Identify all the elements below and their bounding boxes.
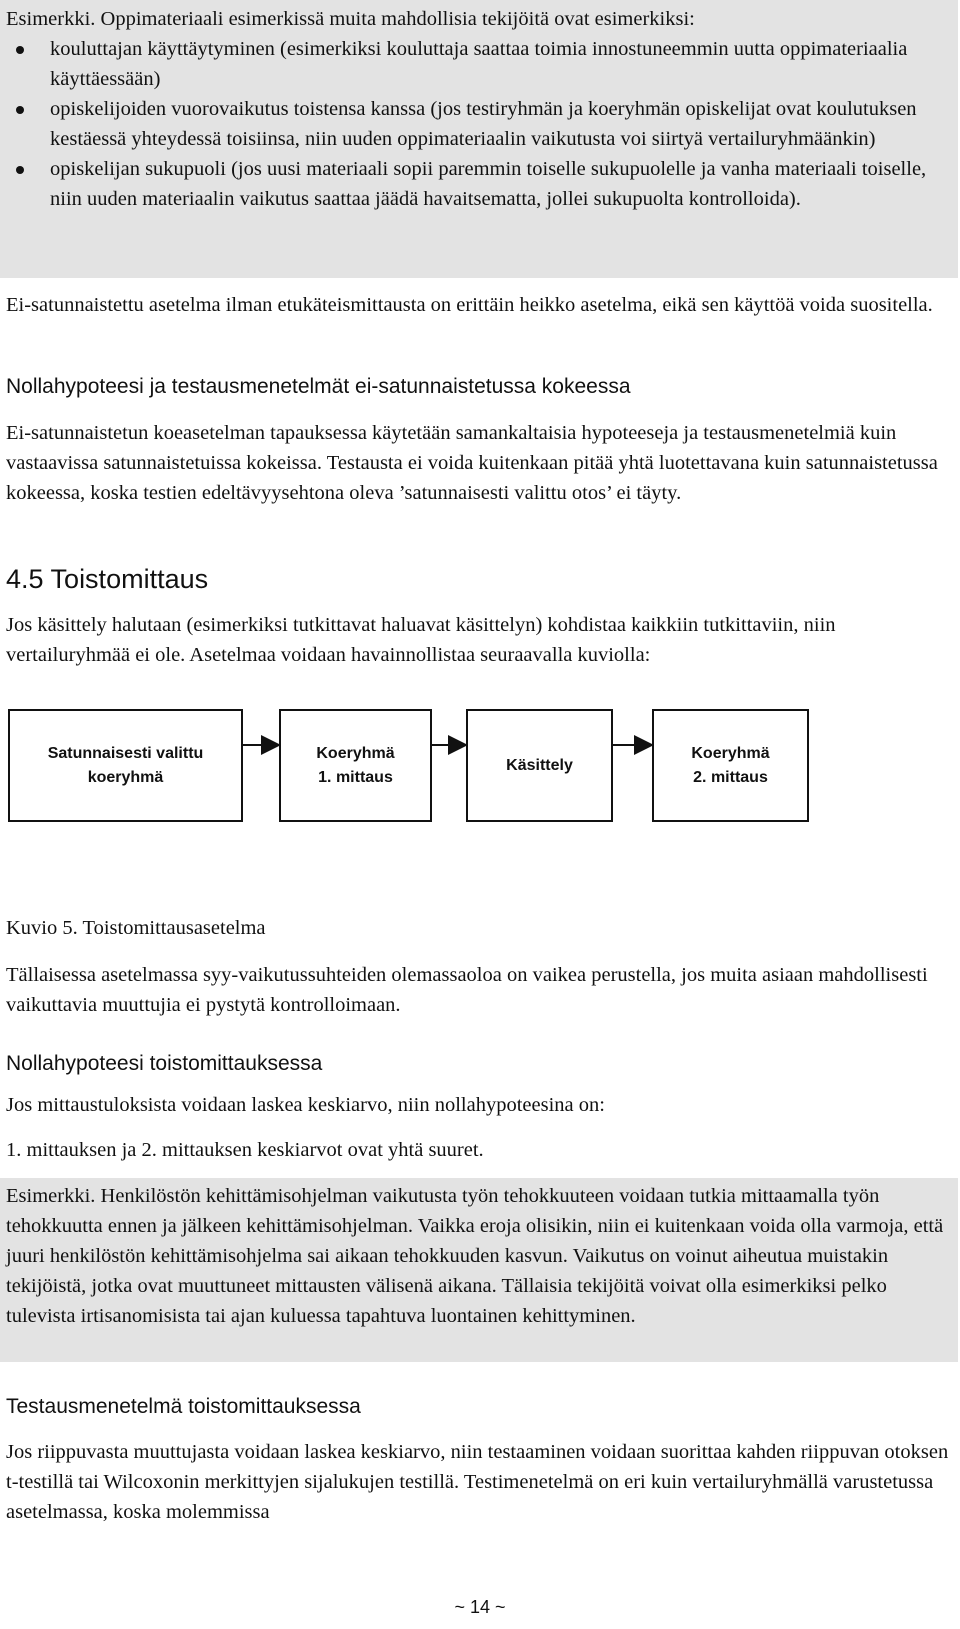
heading-null-repeated: Nollahypoteesi toistomittauksessa — [6, 1052, 323, 1075]
diagram-box-first-measurement: Koeryhmä 1. mittaus — [279, 709, 432, 822]
design-diagram — [0, 705, 960, 830]
chapter-heading: 4.5 Toistomittaus — [6, 564, 209, 594]
bullet-icon — [16, 166, 24, 174]
factor-list — [6, 34, 952, 214]
diagram-box-second-measurement: Koeryhmä 2. mittaus — [652, 709, 809, 822]
list-item: opiskelijoiden vuorovaikutus toistensa kanssa (jos testiryhmän ja koeryhmän opiskelijat ovat koulutuksen kestäessä yhteydessä toisiinsa, niin uuden oppimateriaalin vaikutusta voi siirtyä vertailuryhmäänkin) — [6, 94, 952, 154]
paragraph-weak-design: Ei-satunnaistettu asetelma ilman etukäteismittausta on erittäin heikko asetelma, eikä sen käyttöä voida suositella. — [6, 294, 933, 316]
paragraph-if-mean: Jos mittaustuloksista voidaan laskea keskiarvo, niin nollahypoteesina on: — [6, 1094, 605, 1116]
paragraph-nonrandomized: Ei-satunnaistetun koeasetelman tapauksessa käytetään samankaltaisia hypoteeseja ja testausmenetelmiä kuin vastaavissa satunnaistetuissa kokeissa. Testausta ei voida kuitenkaan pitää yhtä luotettavana kuin satunnaistetussa kokeessa, koska testien edeltävyysehtona oleva ’satunnaisesti valittu otos’ ei täyty. — [6, 422, 938, 504]
list-item: opiskelijan sukupuoli (jos uusi materiaali sopii paremmin toiselle sukupuolelle ja vanha materiaali toiselle, niin uuden materiaalin vaikutus saattaa jäädä havaitsematta, jollei sukupuolta kontrolloida). — [6, 154, 952, 214]
heading-nonrandomized: Nollahypoteesi ja testausmenetelmät ei-satunnaistetussa kokeessa — [6, 375, 631, 398]
bullet-icon — [16, 46, 24, 54]
diagram-box-treatment: Käsittely — [466, 709, 613, 822]
bullet-icon — [16, 106, 24, 114]
figure-caption: Kuvio 5. Toistomittausasetelma — [6, 917, 266, 939]
paragraph-test: Jos riippuvasta muuttujasta voidaan laskea keskiarvo, niin testaaminen voidaan suorittaa kahden riippuvan otoksen t-testillä tai Wilcoxonin merkittyjen sijalukujen testillä. Testimenetelmä on eri kuin vertailuryhmällä varustetussa asetelmassa, koska molemmissa — [6, 1441, 949, 1523]
paragraph-causality: Tällaisessa asetelmassa syy-vaikutussuhteiden olemassaoloa on vaikea perustella, jos muita asiaan mahdollisesti vaikuttavia muuttujia ei pystytä kontrolloimaan. — [6, 964, 928, 1016]
heading-test-repeated: Testausmenetelmä toistomittauksessa — [6, 1395, 361, 1418]
example-box-development: Esimerkki. Henkilöstön kehittämisohjelman vaikutusta työn tehokkuuteen voidaan tutkia mittaamalla työn tehokkuutta ennen ja jälkeen kehittämisohjelman. Vaikka eroja olisikin, niin ei kuitenkaan voida olla varmoja, että juuri henkilöstön kehittämisohjelma sai aikaan tehokkuuden kasvun. Vaikutus on voinut aiheutua muistakin tekijöistä, jotka ovat muuttuneet mittausten välisenä aikana. Tällaisia tekijöitä voivat olla esimerkiksi pelko tulevista irtisanomisista tai ajan kuluessa tapahtuva luontainen kehittyminen. — [0, 1178, 958, 1362]
page-number: ~ 14 ~ — [454, 1597, 506, 1617]
diagram-box-random-group: Satunnaisesti valittu koeryhmä — [8, 709, 243, 822]
example-box-other-factors — [0, 0, 958, 278]
null-hypothesis-statement: 1. mittauksen ja 2. mittauksen keskiarvot ovat yhtä suuret. — [6, 1139, 484, 1161]
list-item: kouluttajan käyttäytyminen (esimerkiksi kouluttaja saattaa toimia innostuneemmin uutta oppimateriaalia käyttäessään) — [6, 34, 952, 94]
paragraph-repeated-measures: Jos käsittely halutaan (esimerkiksi tutkittavat haluavat käsittelyn) kohdistaa kaikkiin tutkittaviin, niin vertailuryhmää ei ole. Asetelmaa voidaan havainnollistaa seuraavalla kuviolla: — [6, 614, 836, 666]
example-intro: Esimerkki. Oppimateriaali esimerkissä muita mahdollisia tekijöitä ovat esimerkiksi: — [6, 8, 695, 30]
